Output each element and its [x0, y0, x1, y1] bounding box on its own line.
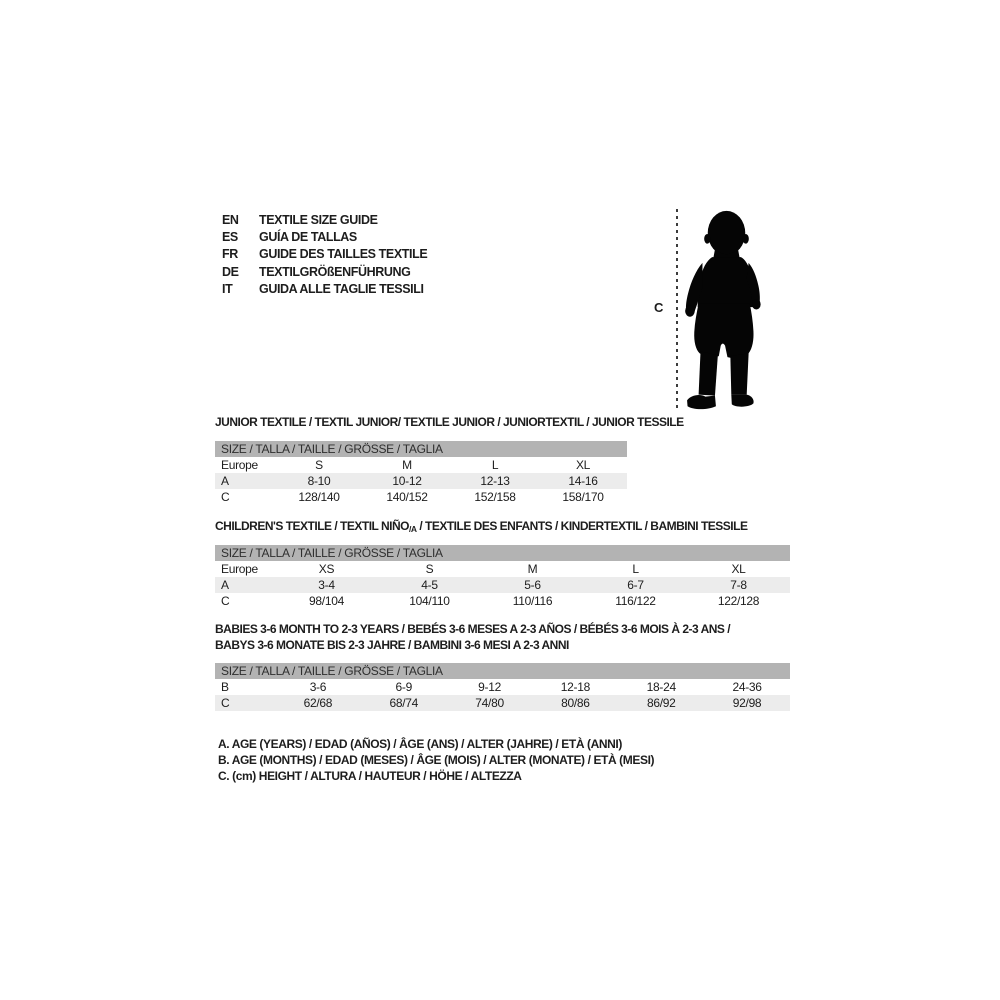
height-cell: 122/128	[717, 594, 760, 608]
size-header-bar: SIZE / TALLA / TAILLE / GRÖSSE / TAGLIA	[215, 663, 790, 679]
language-code: IT	[222, 281, 233, 296]
height-cell: 152/158	[474, 490, 516, 504]
legend-age-months: B. AGE (MONTHS) / EDAD (MESES) / ÂGE (MOIS) / ALTER (MONATE) / ETÀ (MESI)	[218, 753, 655, 767]
table-row-europe	[215, 561, 790, 577]
height-cell: 86/92	[646, 696, 676, 710]
language-code: FR	[222, 247, 238, 262]
row-label: A	[221, 474, 229, 488]
language-row-fr	[222, 246, 427, 263]
size-header-bar: SIZE / TALLA / TAILLE / GRÖSSE / TAGLIA	[215, 545, 790, 561]
language-row-it	[222, 280, 427, 297]
size-header-bar: SIZE / TALLA / TAILLE / GRÖSSE / TAGLIA	[215, 441, 627, 457]
height-dotted-line	[676, 209, 678, 411]
babies-textile-table	[215, 621, 790, 711]
height-cell: 92/98	[732, 696, 762, 710]
guide-title-it: GUIDA ALLE TAGLIE TESSILI	[259, 281, 424, 296]
language-code: EN	[222, 212, 239, 227]
table-row-height	[215, 695, 790, 711]
table-row-age-months	[215, 679, 790, 695]
language-title-block	[222, 211, 427, 297]
language-row-es	[222, 228, 427, 245]
age-cell: 3-4	[318, 578, 335, 592]
age-cell: 7-8	[730, 578, 747, 592]
size-cell: S	[425, 562, 434, 576]
language-row-de	[222, 263, 427, 280]
child-height-figure	[650, 205, 782, 415]
guide-title-de: TEXTILGRÖßENFÜHRUNG	[259, 264, 411, 279]
children-title-prefix: CHILDREN'S TEXTILE / TEXTIL NIÑO	[215, 519, 409, 533]
table-row-europe	[215, 457, 627, 473]
age-cell: 6-7	[627, 578, 644, 592]
age-cell: 5-6	[524, 578, 541, 592]
guide-title-en: TEXTILE SIZE GUIDE	[259, 212, 378, 227]
babies-title-line2: BABYS 3-6 MONATE BIS 2-3 JAHRE / BAMBINI 3-6 MESI A 2-3 ANNI	[215, 638, 569, 652]
size-cell: L	[491, 458, 499, 472]
height-cell: 116/122	[615, 594, 656, 608]
language-row-en	[222, 211, 427, 228]
height-cell: 62/68	[303, 696, 333, 710]
language-code: DE	[222, 264, 239, 279]
toddler-silhouette-icon	[683, 209, 770, 411]
junior-table-title: JUNIOR TEXTILE / TEXTIL JUNIOR/ TEXTILE JUNIOR / JUNIORTEXTIL / JUNIOR TESSILE	[215, 415, 684, 429]
age-cell: 8-10	[307, 474, 331, 488]
children-title-suffix: / TEXTILE DES ENFANTS / KINDERTEXTIL / BAMBINI TESSILE	[416, 519, 748, 533]
size-cell: XL	[575, 458, 591, 472]
table-row-height	[215, 489, 627, 505]
row-label: C	[221, 696, 230, 710]
children-table-title	[215, 518, 790, 535]
size-cell: S	[315, 458, 323, 472]
row-label: B	[221, 680, 229, 694]
junior-textile-table	[215, 414, 684, 505]
guide-title-es: GUÍA DE TALLAS	[259, 229, 357, 244]
age-cell: 4-5	[421, 578, 438, 592]
row-label: A	[221, 578, 229, 592]
size-cell: M	[402, 458, 412, 472]
age-cell: 3-6	[309, 680, 327, 694]
table-row-age	[215, 577, 790, 593]
height-cell: 68/74	[389, 696, 418, 710]
height-cell: 98/104	[309, 594, 344, 608]
height-cell: 158/170	[562, 490, 604, 504]
height-marker-label: C	[654, 300, 664, 315]
height-cell: 128/140	[298, 490, 340, 504]
height-cell: 80/86	[561, 696, 590, 710]
height-cell: 110/116	[512, 594, 553, 608]
size-cell: XL	[731, 562, 746, 576]
babies-title-line1: BABIES 3-6 MONTH TO 2-3 YEARS / BEBÉS 3-6 MESES A 2-3 AÑOS / BÉBÉS 3-6 MOIS À 2-3 ANS /	[215, 622, 731, 636]
age-cell: 6-9	[395, 680, 412, 694]
age-cell: 12-13	[480, 474, 510, 488]
legend-height: C. (cm) HEIGHT / ALTURA / HAUTEUR / HÖHE / ALTEZZA	[218, 769, 522, 783]
height-cell: 74/80	[475, 696, 504, 710]
measurement-legend	[218, 736, 654, 784]
children-textile-table	[215, 518, 790, 609]
guide-title-fr: GUIDE DES TAILLES TEXTILE	[259, 247, 428, 262]
table-row-age	[215, 473, 627, 489]
age-cell: 10-12	[392, 474, 422, 488]
height-cell: 140/152	[386, 490, 428, 504]
age-cell: 18-24	[646, 680, 676, 694]
language-code: ES	[222, 229, 238, 244]
size-cell: XS	[318, 562, 335, 576]
legend-age-years: A. AGE (YEARS) / EDAD (AÑOS) / ÂGE (ANS) / ALTER (JAHRE) / ETÀ (ANNI)	[218, 737, 622, 751]
row-label: Europe	[221, 562, 258, 576]
age-cell: 9-12	[478, 680, 501, 694]
age-cell: 14-16	[568, 474, 598, 488]
row-label: Europe	[221, 458, 258, 472]
row-label: C	[221, 490, 230, 504]
row-label: C	[221, 594, 230, 608]
size-cell: M	[527, 562, 538, 576]
age-cell: 12-18	[560, 680, 590, 694]
height-cell: 104/110	[409, 594, 450, 608]
table-row-height	[215, 593, 790, 609]
babies-table-title	[215, 621, 790, 653]
size-cell: L	[632, 562, 639, 576]
age-cell: 24-36	[732, 680, 762, 694]
children-title-subscript: /A	[408, 524, 417, 534]
